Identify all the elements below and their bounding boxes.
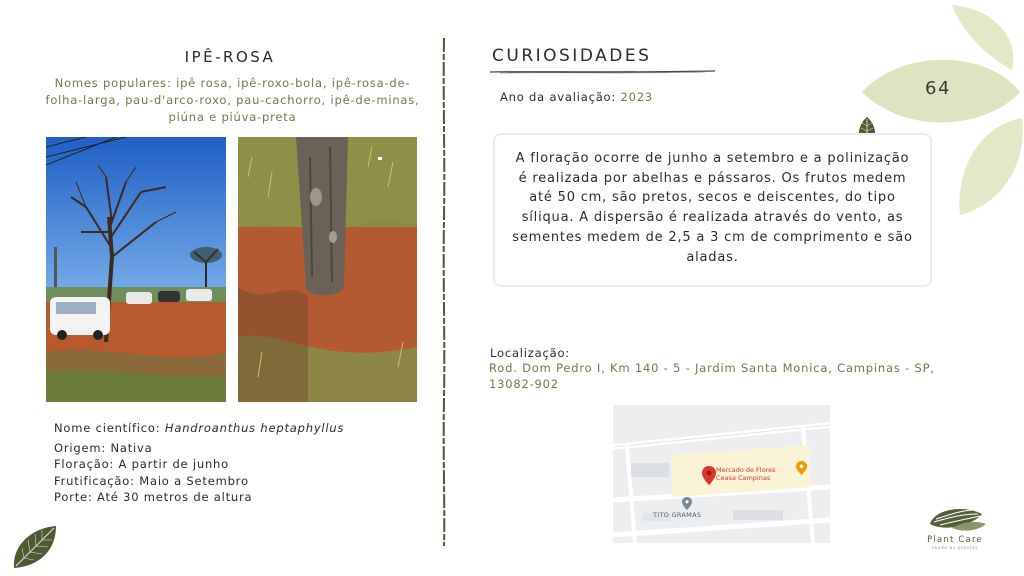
- popular-names: Nomes populares: ipê rosa, ipê-roxo-bola, ipê-rosa-de-folha-larga, pau-d'arco-roxo, pau-cachorro, ipê-de-minas, piúna e piúva-preta: [45, 76, 420, 124]
- origin: Origem: Nativa: [54, 440, 153, 455]
- page-number: 64: [925, 78, 951, 99]
- species-facts: [54, 420, 414, 506]
- evaluation-year: 2023: [620, 90, 654, 104]
- curiosity-text: A floração ocorre de junho a setembro e a polinização é realizada por abelhas e pássaros. Os frutos medem até 50 cm, são pretos, secos e deiscentes, do tipo síliqua. A dispersão é realizada através do vento, as sementes medem de 2,5 a 3 cm de comprimento e são aladas.: [512, 151, 913, 265]
- decorative-leaf-icon: [10, 522, 60, 570]
- evaluation-label: Ano da avaliação:: [500, 90, 617, 104]
- tree-size: Porte: Até 30 metros de altura: [54, 490, 253, 504]
- species-title: IPÊ-ROSA: [184, 48, 276, 66]
- brand-tagline: saúde às plantas: [931, 545, 979, 550]
- trunk-photo: [238, 137, 417, 402]
- map-place-label[interactable]: Mercado de Flores Ceasa Campinas: [716, 466, 776, 482]
- fruiting: Frutificação: Maio a Setembro: [54, 473, 249, 488]
- location-address: Rod. Dom Pedro I, Km 140 - 5 - Jardim Santa Monica, Campinas - SP, 13082-902: [489, 361, 935, 391]
- map-pin-icon[interactable]: [702, 466, 716, 485]
- flowering: Floração: A partir de junho: [54, 457, 229, 471]
- curiosity-card: [493, 133, 932, 287]
- location-map[interactable]: [613, 405, 830, 543]
- map-food-pin-icon[interactable]: [796, 461, 807, 475]
- column-divider: [440, 38, 448, 546]
- tree-photo: [46, 137, 226, 402]
- section-title: CURIOSIDADES: [492, 46, 652, 66]
- map-nearby-label[interactable]: TITO GRAMAS: [653, 511, 702, 519]
- evaluation-year-row: [500, 90, 653, 104]
- brand-name: Plant Care: [927, 535, 983, 545]
- scientific-name-value: Handroanthus heptaphyllus: [164, 421, 345, 435]
- map-nearby-pin-icon[interactable]: [682, 497, 692, 510]
- title-underline: [490, 68, 715, 76]
- location-label: Localização:: [490, 346, 570, 360]
- scientific-name-row: [54, 420, 414, 437]
- scientific-name-label: Nome científico:: [54, 421, 161, 435]
